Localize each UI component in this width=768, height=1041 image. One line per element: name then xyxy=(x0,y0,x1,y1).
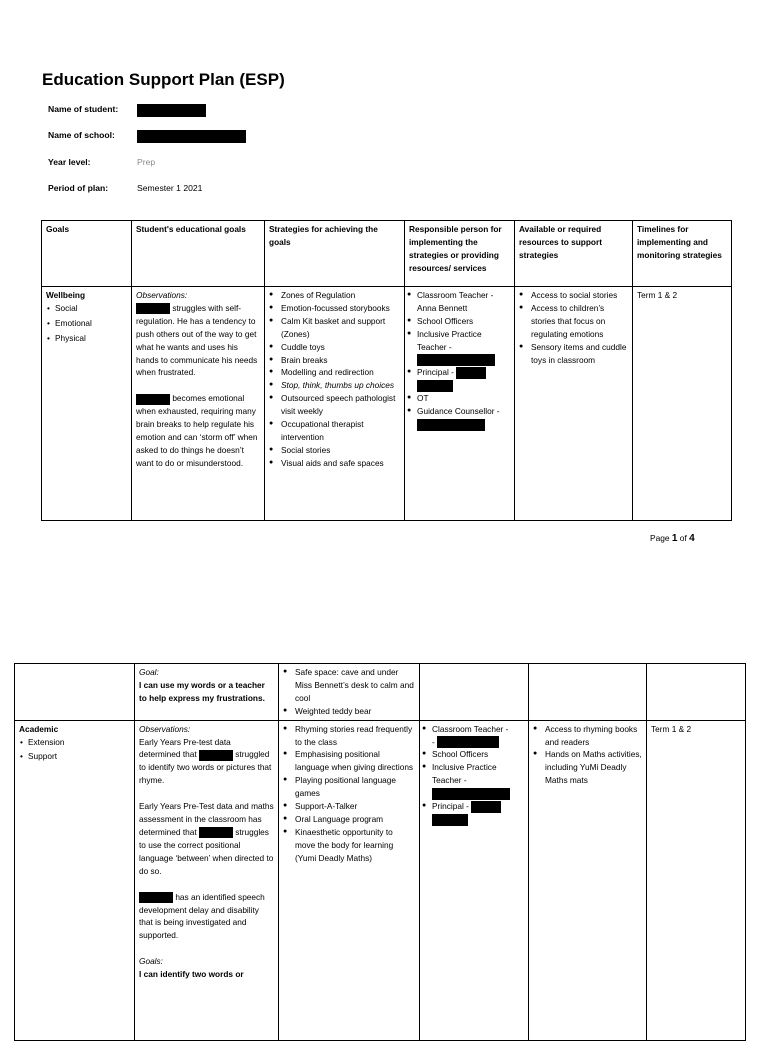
strategy-list xyxy=(283,723,415,865)
redaction-bar xyxy=(417,380,453,392)
page-total: 4 xyxy=(689,533,695,544)
academic-responsible-cell xyxy=(420,720,529,1040)
subgoal-item: • Support xyxy=(19,750,130,763)
redaction-bar xyxy=(456,367,486,379)
page-2 xyxy=(0,560,768,1024)
academic-educational-goals-cell xyxy=(135,720,279,1040)
table-header-row xyxy=(42,221,732,287)
goal-heading: Academic xyxy=(19,723,59,734)
page-footer: Page 1 of 4 xyxy=(650,533,695,544)
wellbeing-resources-cell xyxy=(515,287,633,521)
subgoal-item: • Physical xyxy=(46,332,127,345)
observation-text: struggles with self-regulation. He has a tendency to push others out of the way to get what he wants and uses his hands to communicate his needs when frustrated. xyxy=(136,302,258,378)
student-name-value xyxy=(137,104,206,117)
wellbeing-timeline-cell: Term 1 & 2 xyxy=(633,287,732,521)
observation-text: becomes emotional when exhausted, requiring many brain breaks to help regulate his emotion and can ‘storm off’ when asked to do things he doesn’t want to do or misunderstood. xyxy=(136,393,258,468)
strategy-item: ● Kinaesthetic opportunity to move the body for learning (Yumi Deadly Maths) xyxy=(283,826,415,865)
redaction-bar xyxy=(417,419,485,431)
subgoal-item: • Emotional xyxy=(46,317,127,330)
goal-label: Goal: xyxy=(139,667,159,677)
plan-period-value: Semester 1 2021 xyxy=(137,183,203,193)
academic-row xyxy=(15,720,746,1040)
goal-heading: Wellbeing xyxy=(46,290,86,300)
resource-list xyxy=(533,723,642,788)
strategy-item: ● Stop, think, thumbs up choices xyxy=(269,379,400,392)
timeline-cell-empty xyxy=(647,664,746,721)
person-item: ● Principal - xyxy=(407,366,510,392)
field-label: Period of plan: xyxy=(48,183,109,193)
document-title: Education Support Plan (ESP) xyxy=(42,70,285,89)
field-label: Name of student: xyxy=(48,104,119,114)
strategy-item: ● Oral Language program xyxy=(283,813,415,826)
redaction-bar xyxy=(199,750,233,761)
person-item: ● Guidance Counsellor - xyxy=(407,405,510,431)
strategy-item: ● Modelling and redirection xyxy=(269,366,400,379)
redaction-bar xyxy=(437,736,499,748)
observations-label: Observations: xyxy=(136,290,188,300)
strategy-item: ● Social stories xyxy=(269,444,400,457)
person-item: ● School Officers xyxy=(422,748,524,761)
resource-item: ● Access to children’s stories that focus on regulating emotions xyxy=(519,302,628,341)
header-goals: Goals xyxy=(42,221,132,287)
field-label: Name of school: xyxy=(48,130,115,140)
strategy-item: ● Cuddle toys xyxy=(269,341,400,354)
strategy-list xyxy=(269,289,400,470)
academic-resources-cell xyxy=(529,720,647,1040)
redaction-bar xyxy=(471,801,501,813)
person-list xyxy=(407,289,510,431)
observation-text: Early Years Pre-test data determined that struggled to identify two words or pictures that rhyme. xyxy=(139,736,272,786)
strategy-item: ● Rhyming stories read frequently to the class xyxy=(283,723,415,749)
year-level-value: Prep xyxy=(137,157,156,167)
redaction-bar xyxy=(139,892,173,903)
subgoal-list xyxy=(46,302,127,345)
school-name-value xyxy=(137,130,246,143)
person-item: ● School Officers xyxy=(407,315,510,328)
header-strategies: Strategies for achieving the goals xyxy=(265,221,405,287)
wellbeing-goal-cell xyxy=(42,287,132,521)
responsible-cell-empty xyxy=(420,664,529,721)
header-resources: Available or required resources to support strategies xyxy=(515,221,633,287)
redaction-bar xyxy=(432,814,468,826)
strategy-item: ● Support-A-Talker xyxy=(283,800,415,813)
wellbeing-educational-goals-cell xyxy=(132,287,265,521)
strategy-item: ● Emphasising positional language when giving directions xyxy=(283,748,415,774)
header-responsible-person: Responsible person for implementing the strategies or providing resources/ services xyxy=(405,221,515,287)
strategy-list xyxy=(283,666,415,718)
resource-item: ● Hands on Maths activities, including YuMi Deadly Maths mats xyxy=(533,748,642,787)
resource-item: ● Sensory items and cuddle toys in classroom xyxy=(519,341,628,367)
wellbeing-goal-statement-cell xyxy=(135,664,279,721)
wellbeing-continued-row xyxy=(15,664,746,721)
field-label: Year level: xyxy=(48,157,91,167)
strategy-item: ● Zones of Regulation xyxy=(269,289,400,302)
strategy-item: ● Safe space: cave and under Miss Bennett’s desk to calm and cool xyxy=(283,666,415,705)
goal-statement: I can use my words or a teacher to help express my frustrations. xyxy=(139,679,265,703)
person-list xyxy=(422,723,524,826)
redaction-bar xyxy=(199,827,233,838)
redaction-bar xyxy=(136,394,170,405)
header-timelines: Timelines for implementing and monitoring strategies xyxy=(633,221,732,287)
strategy-item: ● Brain breaks xyxy=(269,354,400,367)
person-item: ● Inclusive Practice Teacher - xyxy=(407,328,510,367)
wellbeing-strategies-cell xyxy=(265,287,405,521)
person-item: ● Classroom Teacher - Anna Bennett xyxy=(407,289,510,315)
esp-table xyxy=(41,220,732,521)
person-item: ● Classroom Teacher - - xyxy=(422,723,524,749)
person-item: ● Principal - xyxy=(422,800,524,826)
esp-table-continued xyxy=(14,663,746,1041)
academic-strategies-cell xyxy=(279,720,420,1040)
goal-cell-empty xyxy=(15,664,135,721)
observations-label: Observations: xyxy=(139,723,191,734)
observation-text: Early Years Pre-Test data and maths assessment in the classroom has determined that struggles to use the correct positional language ‘between’ when directed to do so. xyxy=(139,801,274,876)
person-item: ● Inclusive Practice Teacher - xyxy=(422,761,524,800)
redaction-bar xyxy=(136,303,170,314)
page-number: 1 xyxy=(671,533,678,544)
goals-label: Goals: xyxy=(139,956,163,967)
strategy-item: ● Outsourced speech pathologist visit weekly xyxy=(269,392,400,418)
subgoal-item: • Extension xyxy=(19,736,130,749)
academic-timeline-cell: Term 1 & 2 xyxy=(647,720,746,1040)
redaction-bar xyxy=(432,788,510,800)
resource-item: ● Access to social stories xyxy=(519,289,628,302)
subgoal-list xyxy=(19,736,130,764)
wellbeing-row xyxy=(42,287,732,521)
wellbeing-strategies-continued-cell xyxy=(279,664,420,721)
redaction-bar xyxy=(137,104,206,117)
resource-list xyxy=(519,289,628,366)
strategy-item: ● Calm Kit basket and support (Zones) xyxy=(269,315,400,341)
person-item: ● OT xyxy=(407,392,510,405)
strategy-item: ● Weighted teddy bear xyxy=(283,705,415,718)
redaction-bar xyxy=(417,354,495,366)
strategy-item: ● Playing positional language games xyxy=(283,774,415,800)
goal-statement: I can identify two words or xyxy=(139,969,244,980)
strategy-item: ● Occupational therapist intervention xyxy=(269,418,400,444)
resources-cell-empty xyxy=(529,664,647,721)
strategy-item: ● Emotion-focussed storybooks xyxy=(269,302,400,315)
strategy-item: ● Visual aids and safe spaces xyxy=(269,457,400,470)
subgoal-item: • Social xyxy=(46,302,127,315)
redaction-bar xyxy=(137,130,246,143)
resource-item: ● Access to rhyming books and readers xyxy=(533,723,642,749)
academic-goal-cell xyxy=(15,720,135,1040)
header-educational-goals: Student's educational goals xyxy=(132,221,265,287)
observation-text: has an identified speech development delay and disability that is being investigated and supported. xyxy=(139,891,265,941)
wellbeing-responsible-cell xyxy=(405,287,515,521)
